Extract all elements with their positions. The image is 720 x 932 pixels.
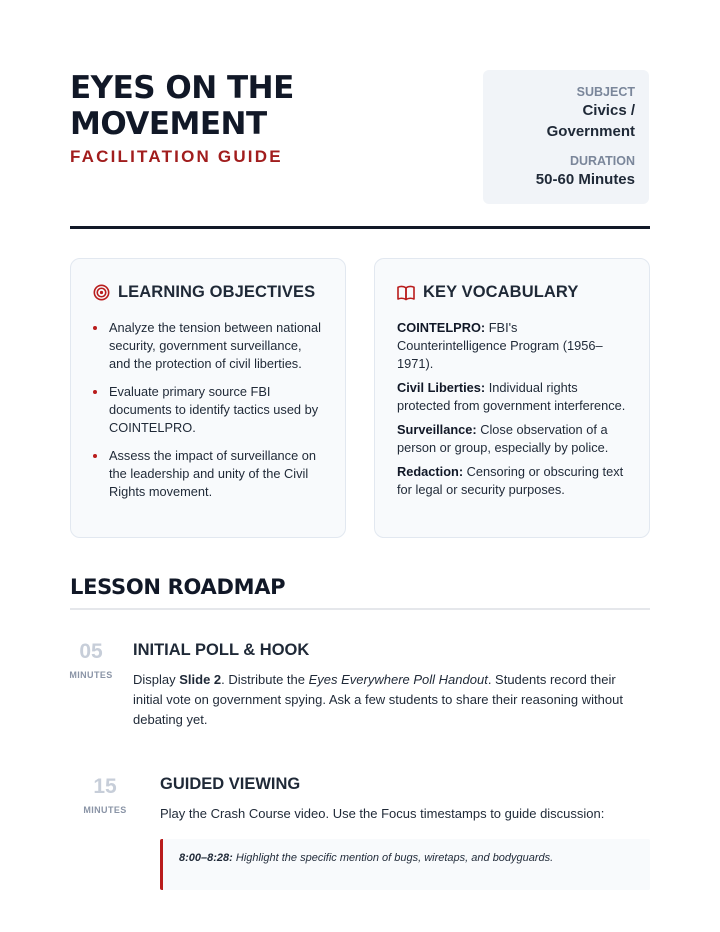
subject-value: Civics / Government [546,102,635,140]
vocab-definition: Censoring or obscuring text for legal or security purposes. [397,464,624,497]
vocab-definition: FBI's Counterintelligence Program (1956–1971). [397,320,603,371]
step-minutes-unit: MINUTES [83,805,127,815]
duration-label: DURATION [569,154,635,168]
vocab-definition: Individual rights protected from government interference. [397,380,626,413]
vocabulary-title: KEY VOCABULARY [423,283,579,301]
step-2-title: GUIDED VIEWING [160,775,301,793]
list-item: Analyze the tension between national security, government surveillance, and the protection of civil liberties. [93,319,323,373]
callout-text: Highlight the specific mention of bugs, wiretaps, and bodyguards. [232,852,554,864]
list-item: Evaluate primary source FBI documents to identify tactics used by COINTELPRO. [93,383,323,437]
list-item: Assess the impact of surveillance on the leadership and unity of the Civil Rights movement. [93,447,323,501]
subject-label: SUBJECT [576,85,635,99]
step-minutes: 05 [79,640,103,663]
vocab-term: Civil Liberties: [397,380,486,395]
callout-time: 8:00–8:28: [179,852,233,864]
title-line-2: MOVEMENT [70,106,267,142]
vocab-item [397,421,627,457]
page-subtitle: FACILITATION GUIDE [70,147,283,166]
page-title [70,70,410,142]
vocab-item [397,463,627,499]
vocab-item [397,379,627,415]
roadmap-divider [70,608,650,610]
meta-box [483,70,649,204]
vocab-term: Surveillance: [397,422,477,437]
step-1-title: INITIAL POLL & HOOK [133,641,310,659]
objectives-list [93,319,323,501]
key-vocabulary-card [374,258,650,538]
step-1-duration [69,640,113,680]
target-icon [93,284,110,301]
duration-value: 50-60 Minutes [535,171,635,188]
step-2-body: Play the Crash Course video. Use the Focus timestamps to guide discussion: [160,806,605,821]
vocab-term: COINTELPRO: [397,320,486,335]
objectives-title: LEARNING OBJECTIVES [118,283,316,301]
step-minutes: 15 [93,775,117,798]
vocab-item [397,319,627,373]
book-icon [397,285,415,301]
vocab-term: Redaction: [397,464,464,479]
step-2-duration [83,775,127,815]
timestamp-callout [160,839,650,890]
learning-objectives-card [70,258,346,538]
step-minutes-unit: MINUTES [69,670,113,680]
title-line-1: EYES ON THE [70,70,294,106]
step-1-body: Display Slide 2. Distribute the Eyes Everywhere Poll Handout. Students record their initial vote on government spying. Ask a few students to share their reasoning without debating yet. [133,672,623,727]
vocab-definition: Close observation of a person or group, especially by police. [397,422,609,455]
roadmap-title: LESSON ROADMAP [70,575,286,599]
header-divider [70,226,650,229]
